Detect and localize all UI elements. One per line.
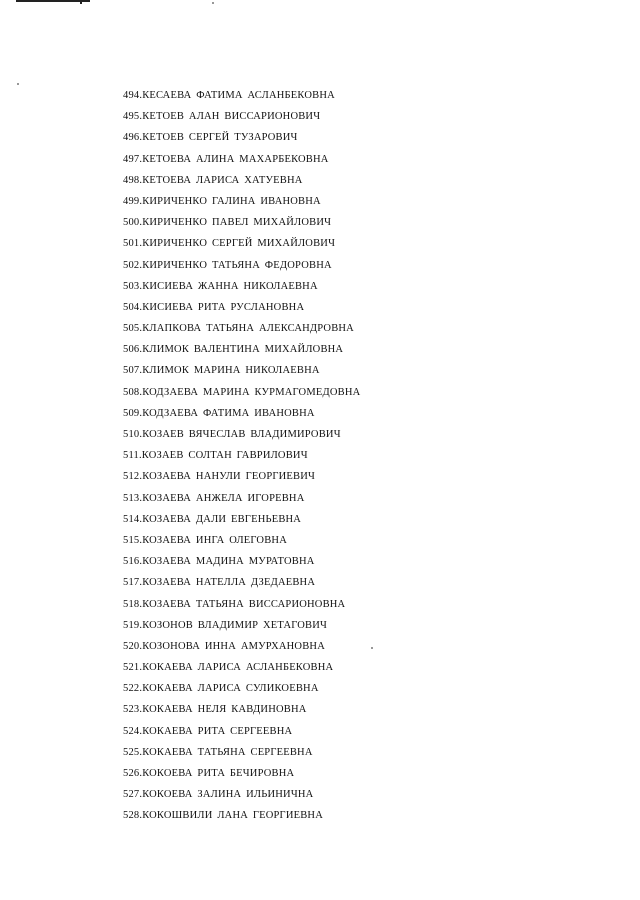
- list-item: [123, 127, 553, 148]
- entry-name: КИРИЧЕНКО ТАТЬЯНА ФЕДОРОВНА: [142, 259, 332, 271]
- list-item: [123, 276, 553, 297]
- list-item: [123, 784, 553, 805]
- scan-speck: [17, 83, 19, 85]
- entry-name: КОКОЕВА ЗАЛИНА ИЛЬИНИЧНА: [142, 789, 314, 801]
- entry-number: 527.: [123, 789, 143, 801]
- list-item: [123, 445, 553, 466]
- entry-name: КИСИЕВА РИТА РУСЛАНОВНА: [142, 301, 305, 313]
- entry-name: КОКАЕВА НЕЛЯ КАВДИНОВНА: [142, 704, 307, 716]
- entry-number: 509.: [123, 407, 143, 419]
- entry-name: КОКАЕВА ТАТЬЯНА СЕРГЕЕВНА: [142, 746, 313, 758]
- list-item: [123, 615, 553, 636]
- entry-name: КЛИМОК ВАЛЕНТИНА МИХАЙЛОВНА: [142, 344, 344, 356]
- entry-name: КОКОЕВА РИТА БЕЧИРОВНА: [142, 768, 295, 779]
- entry-name: КОЗОНОВ ВЛАДИМИР ХЕТАГОВИЧ: [142, 619, 328, 631]
- list-item: [123, 149, 553, 170]
- list-item: [123, 678, 553, 699]
- scan-speck: [212, 2, 214, 4]
- entry-number: 494.: [123, 90, 143, 101]
- entry-number: 514.: [123, 513, 143, 525]
- entry-number: 528.: [123, 810, 143, 822]
- entry-name: КИРИЧЕНКО ПАВЕЛ МИХАЙЛОВИЧ: [142, 217, 332, 229]
- list-item: [123, 721, 553, 742]
- list-item: [123, 805, 553, 826]
- list-item: [123, 657, 553, 678]
- list-item: [123, 255, 553, 276]
- entry-number: 505.: [123, 323, 143, 335]
- entry-name: КОДЗАЕВА МАРИНА КУРМАГОМЕДОВНА: [142, 386, 361, 398]
- entry-number: 499.: [123, 195, 143, 207]
- entry-name: КОКОШВИЛИ ЛАНА ГЕОРГИЕВНА: [142, 810, 323, 822]
- entry-name: КОЗАЕВ ВЯЧЕСЛАВ ВЛАДИМИРОВИЧ: [142, 429, 341, 440]
- entry-name: КЕТОЕВА ЛАРИСА ХАТУЕВНА: [142, 174, 303, 186]
- entry-name: КИСИЕВА ЖАННА НИКОЛАЕВНА: [142, 280, 318, 292]
- entry-name: КОЗАЕВА ДАЛИ ЕВГЕНЬЕВНА: [142, 513, 302, 525]
- list-item: [123, 530, 553, 551]
- entry-name: КОЗАЕВА АНЖЕЛА ИГОРЕВНА: [142, 492, 305, 504]
- entry-number: 507.: [123, 365, 143, 377]
- entry-number: 495.: [123, 111, 143, 123]
- entry-number: 518.: [123, 598, 143, 610]
- list-item: [123, 106, 553, 127]
- list-item: [123, 636, 553, 657]
- entry-name: КОЗАЕВА ТАТЬЯНА ВИССАРИОНОВНА: [142, 598, 346, 610]
- scan-edge-mark: [16, 0, 90, 2]
- list-item: [123, 742, 553, 763]
- entry-name: КОКАЕВА РИТА СЕРГЕЕВНА: [142, 725, 293, 737]
- entry-number: 510.: [123, 429, 143, 440]
- entry-number: 501.: [123, 238, 143, 250]
- entry-number: 503.: [123, 280, 143, 292]
- list-item: [123, 488, 553, 509]
- entry-name: КЕСАЕВА ФАТИМА АСЛАНБЕКОВНА: [142, 90, 335, 101]
- entry-number: 506.: [123, 344, 143, 356]
- list-item: [123, 424, 553, 445]
- entry-name: КОКАЕВА ЛАРИСА АСЛАНБЕКОВНА: [142, 662, 334, 674]
- list-item: [123, 594, 553, 615]
- entry-number: 519.: [123, 619, 143, 631]
- name-list: [123, 85, 553, 827]
- entry-name: КЛАПКОВА ТАТЬЯНА АЛЕКСАНДРОВНА: [142, 323, 354, 335]
- list-item: [123, 699, 553, 720]
- list-item: [123, 572, 553, 593]
- entry-number: 516.: [123, 556, 143, 568]
- entry-name: КЕТОЕВ АЛАН ВИССАРИОНОВИЧ: [142, 111, 321, 123]
- entry-name: КЛИМОК МАРИНА НИКОЛАЕВНА: [142, 365, 320, 377]
- entry-number: 525.: [123, 746, 143, 758]
- entry-name: КОЗАЕВ СОЛТАН ГАВРИЛОВИЧ: [141, 450, 308, 462]
- list-item: [123, 297, 553, 318]
- list-item: [123, 170, 553, 191]
- list-item: [123, 212, 553, 233]
- entry-number: 502.: [123, 259, 143, 271]
- entry-number: 515.: [123, 534, 143, 546]
- entry-number: 513.: [123, 492, 143, 504]
- entry-number: 521.: [123, 662, 143, 674]
- entry-number: 504.: [123, 301, 143, 313]
- entry-name: КОЗАЕВА ИНГА ОЛЕГОВНА: [142, 534, 287, 546]
- list-item: [123, 339, 553, 360]
- entry-number: 500.: [123, 217, 143, 229]
- entry-number: 524.: [123, 725, 143, 737]
- entry-name: КОЗАЕВА НАТЕЛЛА ДЗЕДАЕВНА: [142, 577, 316, 589]
- list-item: [123, 466, 553, 487]
- entry-name: КЕТОЕВА АЛИНА МАХАРБЕКОВНА: [142, 153, 329, 165]
- list-item: [123, 382, 553, 403]
- list-item: [123, 551, 553, 572]
- entry-name: КОДЗАЕВА ФАТИМА ИВАНОВНА: [142, 407, 315, 419]
- entry-name: КОЗАЕВА МАДИНА МУРАТОВНА: [142, 556, 315, 568]
- entry-number: 498.: [123, 174, 143, 186]
- list-item: [123, 85, 553, 106]
- entry-number: 523.: [123, 704, 143, 716]
- list-item: [123, 318, 553, 339]
- entry-number: 496.: [123, 132, 143, 144]
- entry-number: 517.: [123, 577, 143, 589]
- entry-name: КЕТОЕВ СЕРГЕЙ ТУЗАРОВИЧ: [142, 132, 298, 144]
- entry-name: КОКАЕВА ЛАРИСА СУЛИКОЕВНА: [142, 683, 319, 695]
- entry-name: КОЗАЕВА НАНУЛИ ГЕОРГИЕВИЧ: [142, 471, 316, 483]
- entry-number: 522.: [123, 683, 143, 695]
- list-item: [123, 191, 553, 212]
- list-item: [123, 403, 553, 424]
- entry-number: 526.: [123, 768, 143, 779]
- entry-number: 520.: [123, 640, 143, 652]
- list-item: [123, 509, 553, 530]
- entry-name: КИРИЧЕНКО СЕРГЕЙ МИХАЙЛОВИЧ: [142, 238, 336, 250]
- entry-number: 512.: [123, 471, 143, 483]
- entry-number: 497.: [123, 153, 143, 165]
- entry-name: КИРИЧЕНКО ГАЛИНА ИВАНОВНА: [142, 195, 321, 207]
- list-item: [123, 233, 553, 254]
- entry-number: 511.: [123, 450, 142, 462]
- entry-number: 508.: [123, 386, 143, 398]
- entry-name: КОЗОНОВА ИННА АМУРХАНОВНА: [142, 640, 325, 652]
- list-item: [123, 360, 553, 381]
- list-item: [123, 763, 553, 784]
